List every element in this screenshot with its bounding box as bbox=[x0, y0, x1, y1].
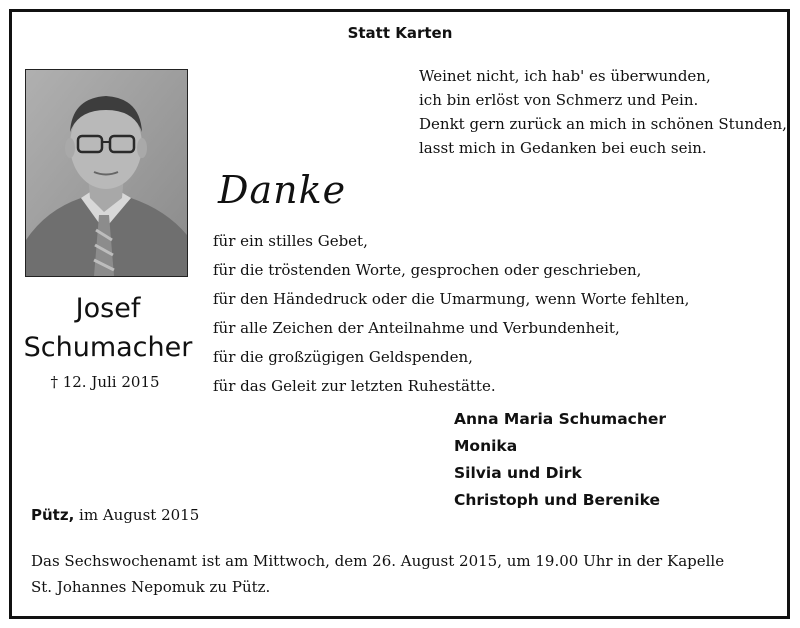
thanks-line: für den Händedruck oder die Umarmung, wenn Worte fehlten, bbox=[213, 290, 690, 308]
family-member: Monika bbox=[454, 437, 518, 455]
header-statt-karten: Statt Karten bbox=[347, 24, 453, 42]
death-date: † 12. Juli 2015 bbox=[50, 373, 160, 391]
service-notice bbox=[31, 548, 781, 600]
danke-heading: Danke bbox=[218, 168, 347, 212]
notice-line: St. Johannes Nepomuk zu Pütz. bbox=[31, 578, 271, 596]
deceased-first-name: Josef bbox=[75, 293, 141, 324]
poem-line: Weinet nicht, ich hab' es überwunden, bbox=[419, 67, 711, 85]
poem bbox=[419, 64, 787, 160]
thanks-line: für alle Zeichen der Anteilnahme und Verbundenheit, bbox=[213, 319, 620, 337]
family-member: Silvia und Dirk bbox=[454, 464, 582, 482]
thanks-line: für die großzügigen Geldspenden, bbox=[213, 348, 473, 366]
notice-line: Das Sechswochenamt ist am Mittwoch, dem 26. August 2015, um 19.00 Uhr in der Kapelle bbox=[31, 552, 725, 570]
family-signatures bbox=[454, 406, 666, 514]
thanks-line: für ein stilles Gebet, bbox=[213, 232, 368, 250]
deceased-last-name: Schumacher bbox=[23, 332, 193, 363]
poem-line: ich bin erlöst von Schmerz und Pein. bbox=[419, 91, 699, 109]
thanks-line: für die tröstenden Worte, gesprochen oder geschrieben, bbox=[213, 261, 642, 279]
portrait-illustration bbox=[26, 70, 187, 276]
family-member: Christoph und Berenike bbox=[454, 491, 660, 509]
portrait-photo bbox=[25, 69, 188, 277]
place-date bbox=[31, 506, 199, 524]
thanks-line: für das Geleit zur letzten Ruhestätte. bbox=[213, 377, 496, 395]
place-date-text: im August 2015 bbox=[74, 506, 200, 524]
place-town: Pütz, bbox=[31, 506, 75, 524]
family-member: Anna Maria Schumacher bbox=[454, 410, 667, 428]
thanks-list bbox=[213, 227, 689, 401]
poem-line: Denkt gern zurück an mich in schönen Stunden, bbox=[419, 115, 787, 133]
poem-line: lasst mich in Gedanken bei euch sein. bbox=[419, 139, 707, 157]
